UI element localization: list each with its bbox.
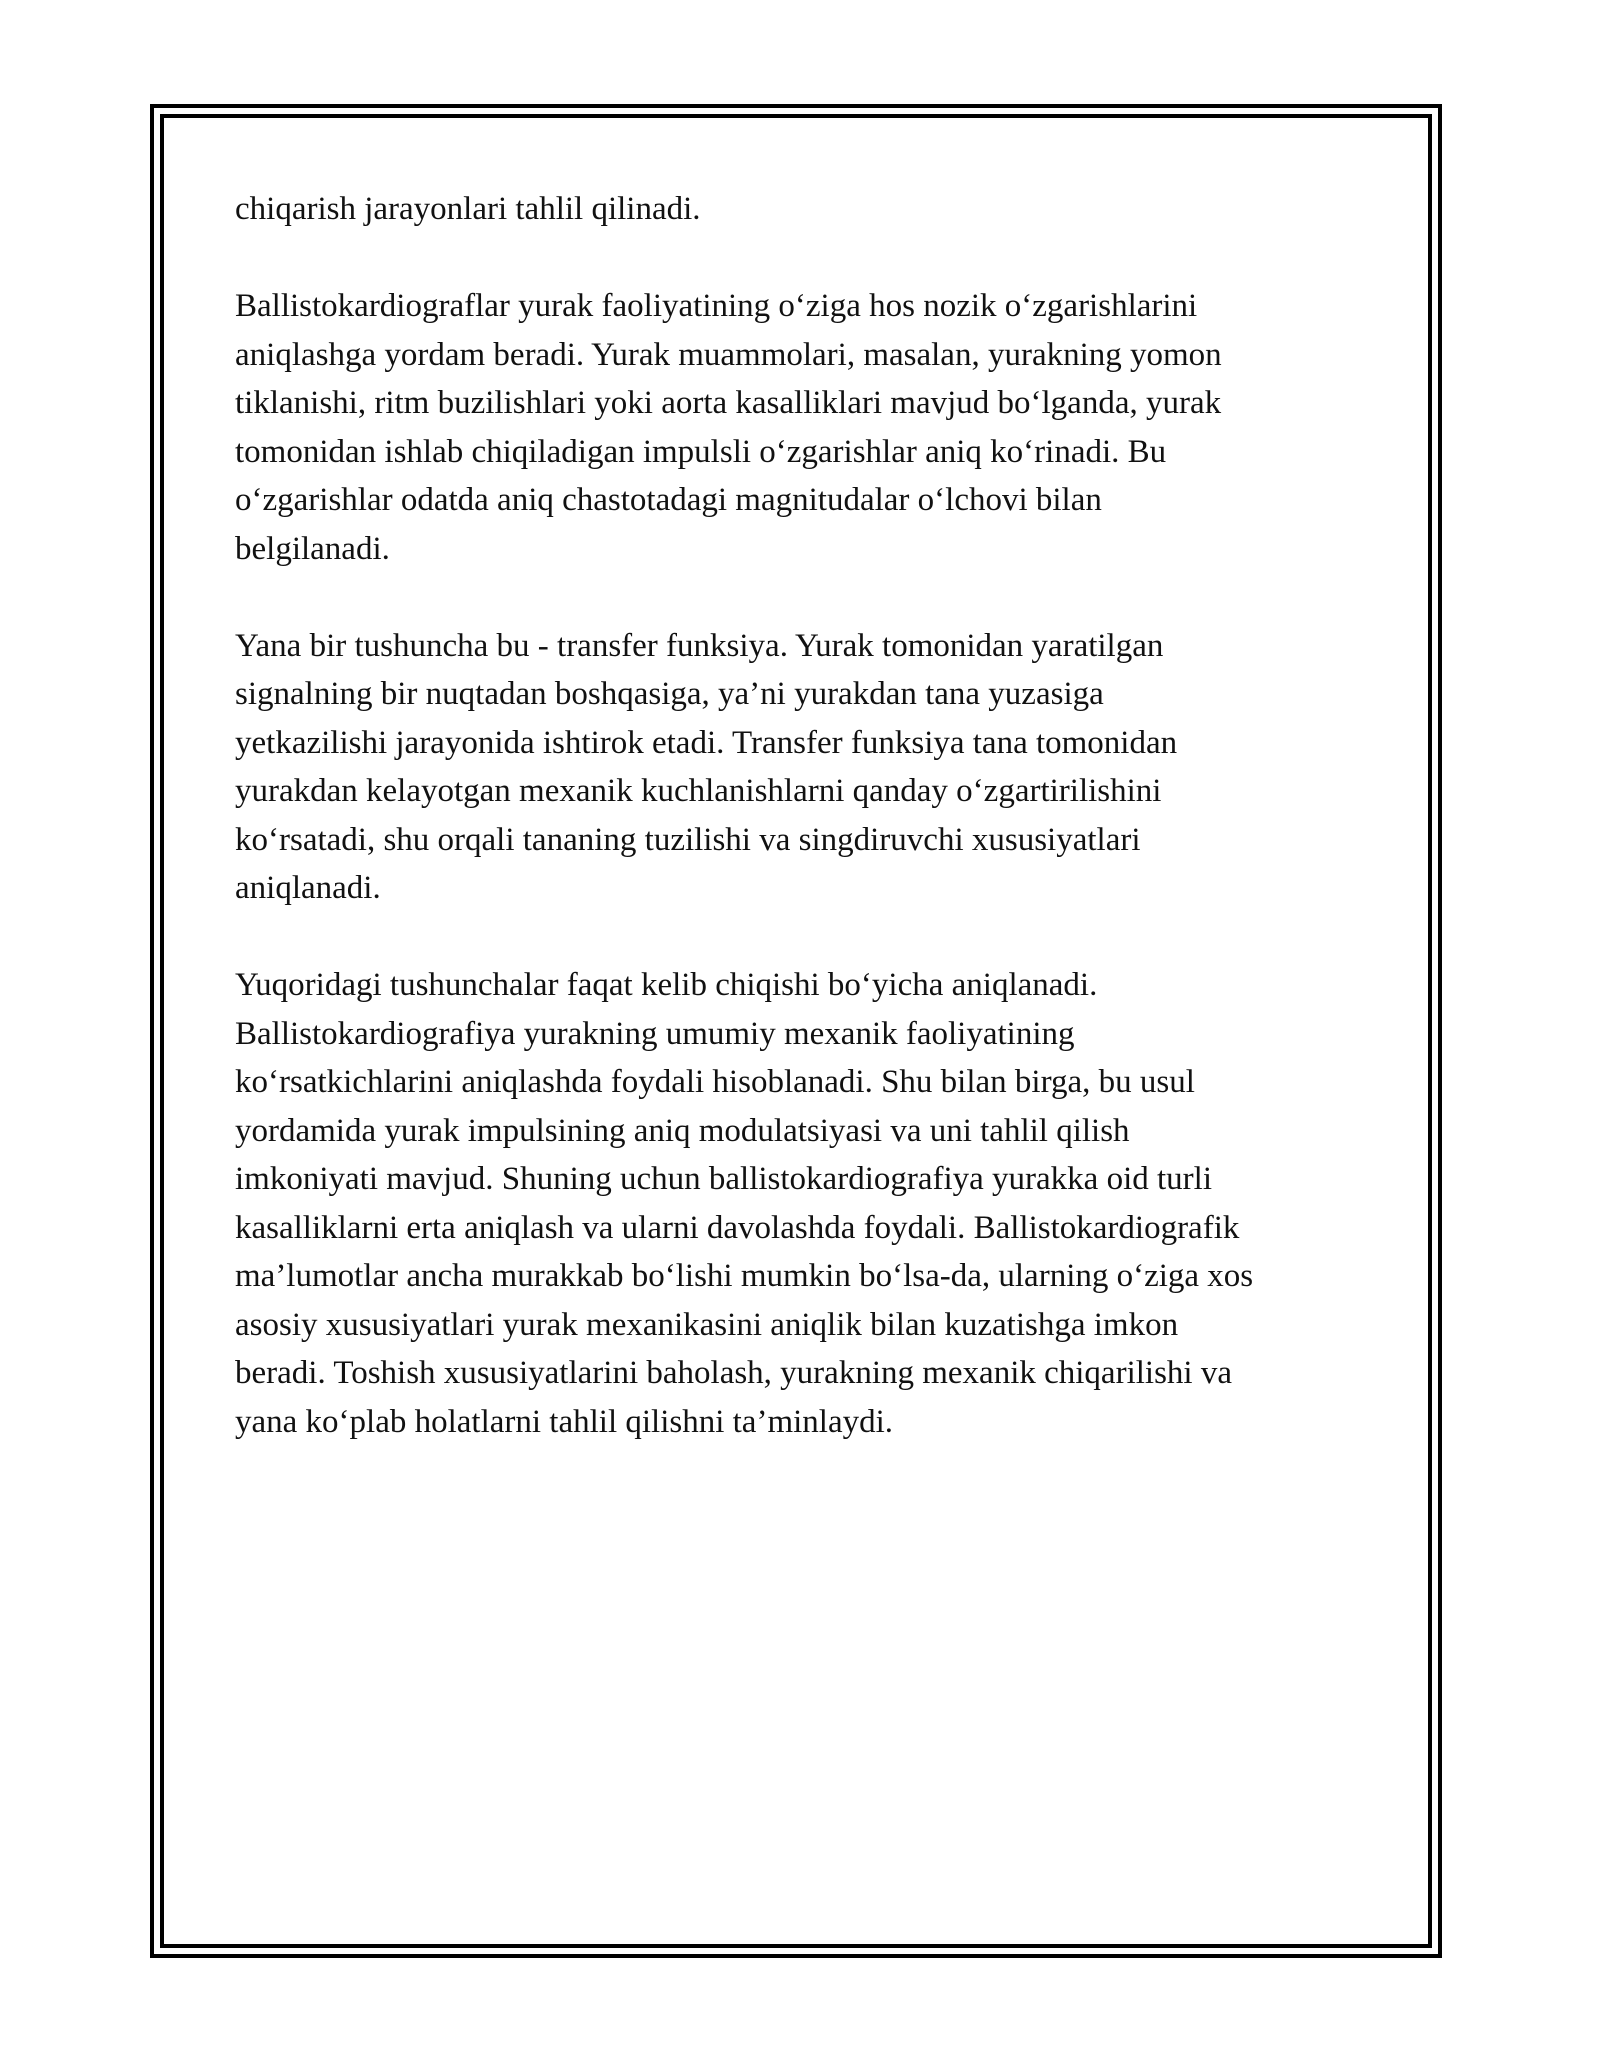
paragraph-3: Yana bir tushuncha bu - transfer funksiya. Yurak tomonidan yaratilgan signalning bir nuqtadan boshqasiga, ya’ni yurakdan tana yuzasiga yetkazilishi jarayonida ishtirok etadi. Transfer funksiya tana tomonidan yurakdan kelayotgan mexanik kuchlanishlarni qanday o‘zgartirilishini ko‘rsatadi, shu orqali tananing tuzilishi va singdiruvchi xususiyatlari aniqlanadi. (235, 627, 1178, 906)
paragraph-2: Ballistokardiograflar yurak faoliyatining o‘ziga hos nozik o‘zgarishlarini aniqlashga yordam beradi. Yurak muammolari, masalan, yurakning yomon tiklanishi, ritm buzilishlari yoki aorta kasalliklari mavjud bo‘lganda, yurak tomonidan ishlab chiqiladigan impulsli o‘zgarishlar aniq ko‘rinadi. Bu o‘zgarishlar odatda aniq chastotadagi magnitudalar o‘lchovi bilan belgilanadi. (235, 288, 1222, 567)
document-body (235, 185, 1375, 1495)
paragraph-1: chiqarish jarayonlari tahlil qilinadi. (235, 191, 701, 227)
paragraph-4: Yuqoridagi tushunchalar faqat kelib chiqishi bo‘yicha aniqlanadi. Ballistokardiografiya yurakning umumiy mexanik faoliyatining ko‘rsatkichlarini aniqlashda foydali hisoblanadi. Shu bilan birga, bu usul yordamida yurak impulsining aniq modulatsiyasi va uni tahlil qilish imkoniyati mavjud. Shuning uchun ballistokardiografiya yurakka oid turli kasalliklarni erta aniqlash va ularni davolashda foydali. Ballistokardiografik ma’lumotlar ancha murakkab bo‘lishi mumkin bo‘lsa-da, ularning o‘ziga xos asosiy xususiyatlari yurak mexanikasini aniqlik bilan kuzatishga imkon beradi. Toshish xususiyatlarini baholash, yurakning mexanik chiqarilishi va yana ko‘plab holatlarni tahlil qilishni ta’minlaydi. (235, 967, 1254, 1440)
